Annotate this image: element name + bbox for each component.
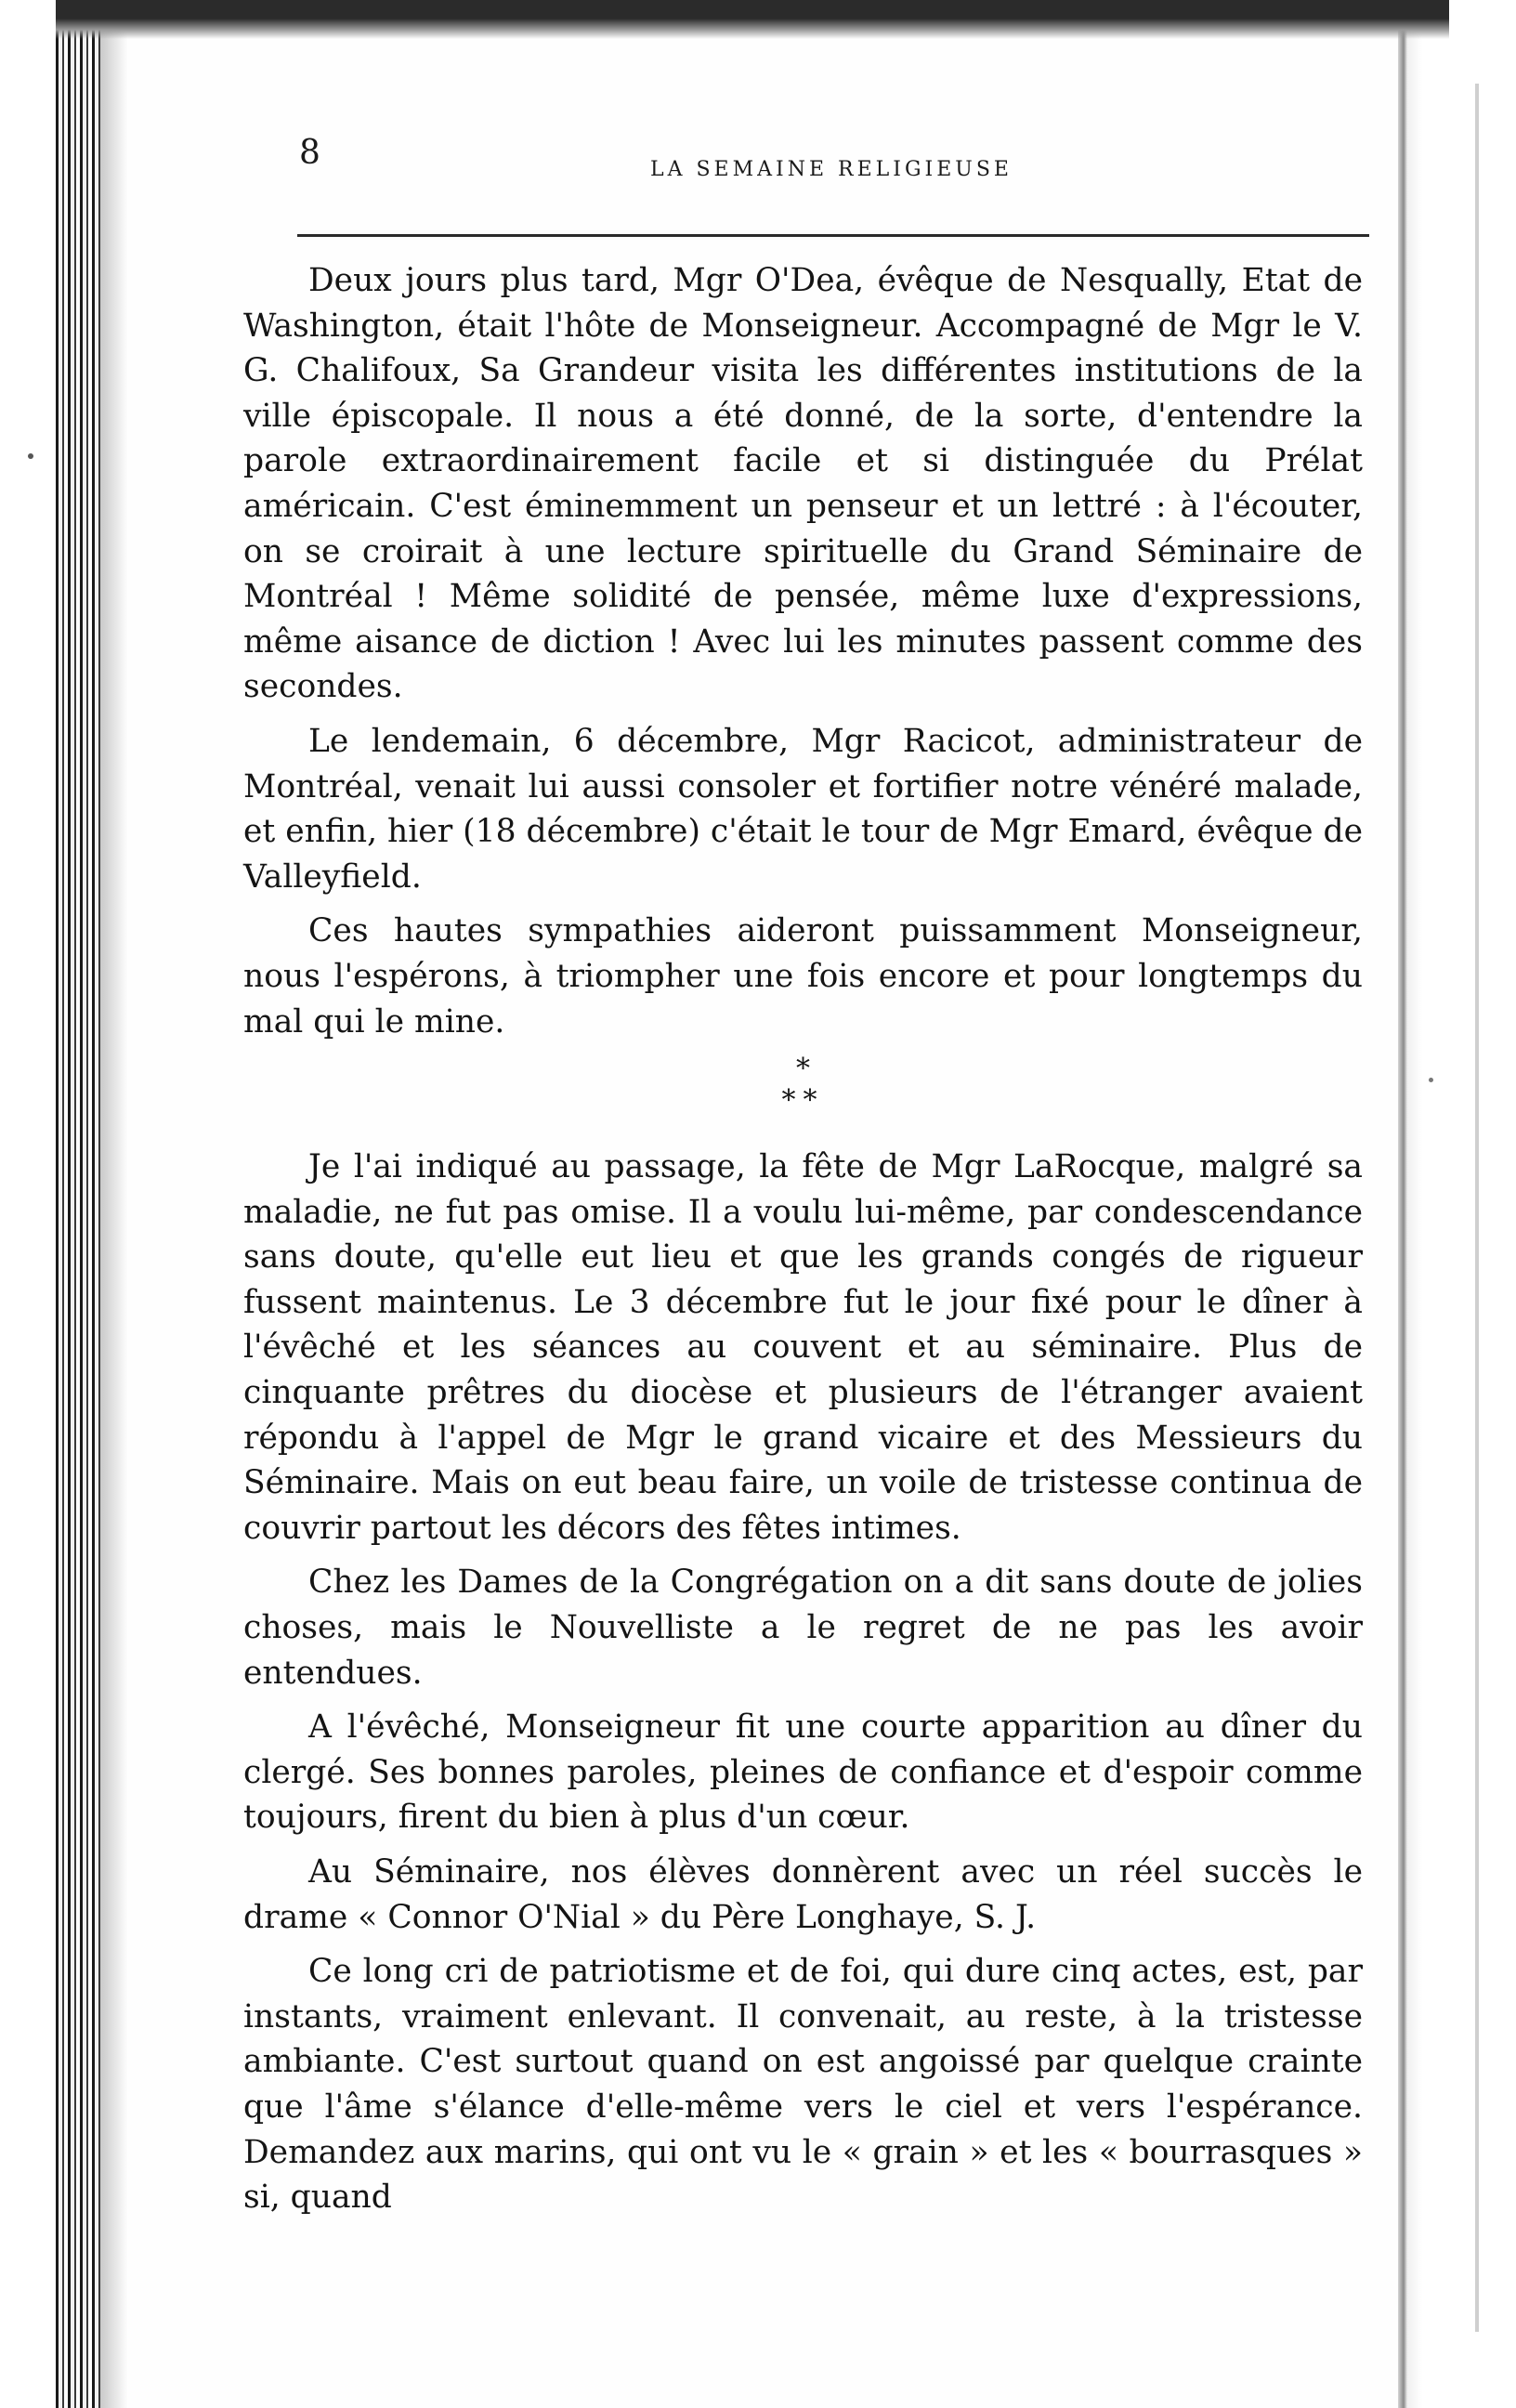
margin-speck xyxy=(1429,1078,1433,1082)
paragraph: Je l'ai indiqué au passage, la fête de Mgr LaRocque, malgré sa maladie, ne fut pas omise. Il a voulu lui-même, par condescendance sans doute, qu'elle eut lieu et que les grands congés de rigueur fussent maintenus. Le 3 décembre fut le jour fixé pour le dîner à l'évêché et les séances au couvent et au séminaire. Plus de cinquante prêtres du diocèse et plusieurs de l'étranger avaient répondu à l'appel de Mgr le grand vicaire et des Messieurs du Séminaire. Mais on eut beau faire, un voile de tristesse continua de couvrir partout les décors des fêtes intimes. xyxy=(243,1148,1363,1547)
running-title: LA SEMAINE RELIGIEUSE xyxy=(650,158,1013,181)
paragraph: Chez les Dames de la Congrégation on a dit sans doute de jolies choses, mais le Nouvelliste a le regret de ne pas les avoir entendues. xyxy=(243,1564,1363,1692)
right-page-edge xyxy=(1398,0,1516,2408)
article-body xyxy=(243,258,1363,2230)
paragraph: A l'évêché, Monseigneur fit une courte apparition au dîner du clergé. Ses bonnes paroles, pleines de confiance et d'espoir comme toujours, firent du bien à plus d'un cœur. xyxy=(243,1708,1363,1837)
paragraph: Ce long cri de patriotisme et de foi, qui dure cinq actes, est, par instants, vraiment enlevant. Il convenait, au reste, à la tristesse ambiante. C'est surtout quand on est angoissé par quelque crainte que l'âme s'élance d'elle-même vers le ciel et vers l'espérance. Demandez aux marins, qui ont vu le « grain » et les « bourrasques » si, quand xyxy=(243,1953,1363,2217)
page-number: 8 xyxy=(299,134,320,172)
book-binding-edge xyxy=(56,0,100,2408)
asterism-bottom: ** xyxy=(781,1084,825,1118)
asterism-separator xyxy=(243,1054,1363,1117)
paragraph: Deux jours plus tard, Mgr O'Dea, évêque de Nesqually, Etat de Washington, était l'hôte de Monseigneur. Accompagné de Mgr le V. G. Chalifoux, Sa Grandeur visita les différentes institutions de la ville épiscopale. Il nous a été donné, de la sorte, d'entendre la parole extraordinairement facile et si distinguée du Prélat américain. C'est éminemment un penseur et un lettré : à l'écouter, on se croirait à une lecture spirituelle du Grand Séminaire de Montréal ! Même solidité de pensée, même luxe d'expressions, même aisance de diction ! Avec lui les minutes passent comme des secondes. xyxy=(243,262,1363,706)
right-edge-line xyxy=(1475,84,1479,2332)
page-header xyxy=(299,134,1367,190)
paragraph: Ces hautes sympathies aideront puissamment Monseigneur, nous l'espérons, à triompher une fois encore et pour longtemps du mal qui le mine. xyxy=(243,912,1363,1040)
binding-shadow xyxy=(100,0,128,2408)
top-edge-shadow xyxy=(56,0,1449,39)
paragraph: Le lendemain, 6 décembre, Mgr Racicot, administrateur de Montréal, venait lui aussi consoler et fortifier notre vénéré malade, et enfin, hier (18 décembre) c'était le tour de Mgr Emard, évêque de Valleyfield. xyxy=(243,722,1363,896)
margin-speck xyxy=(28,453,33,459)
paragraph: Au Séminaire, nos élèves donnèrent avec un réel succès le drame « Connor O'Nial » du Père Longhaye, S. J. xyxy=(243,1853,1363,1936)
asterism-top: * xyxy=(796,1053,810,1086)
header-rule xyxy=(297,234,1369,237)
